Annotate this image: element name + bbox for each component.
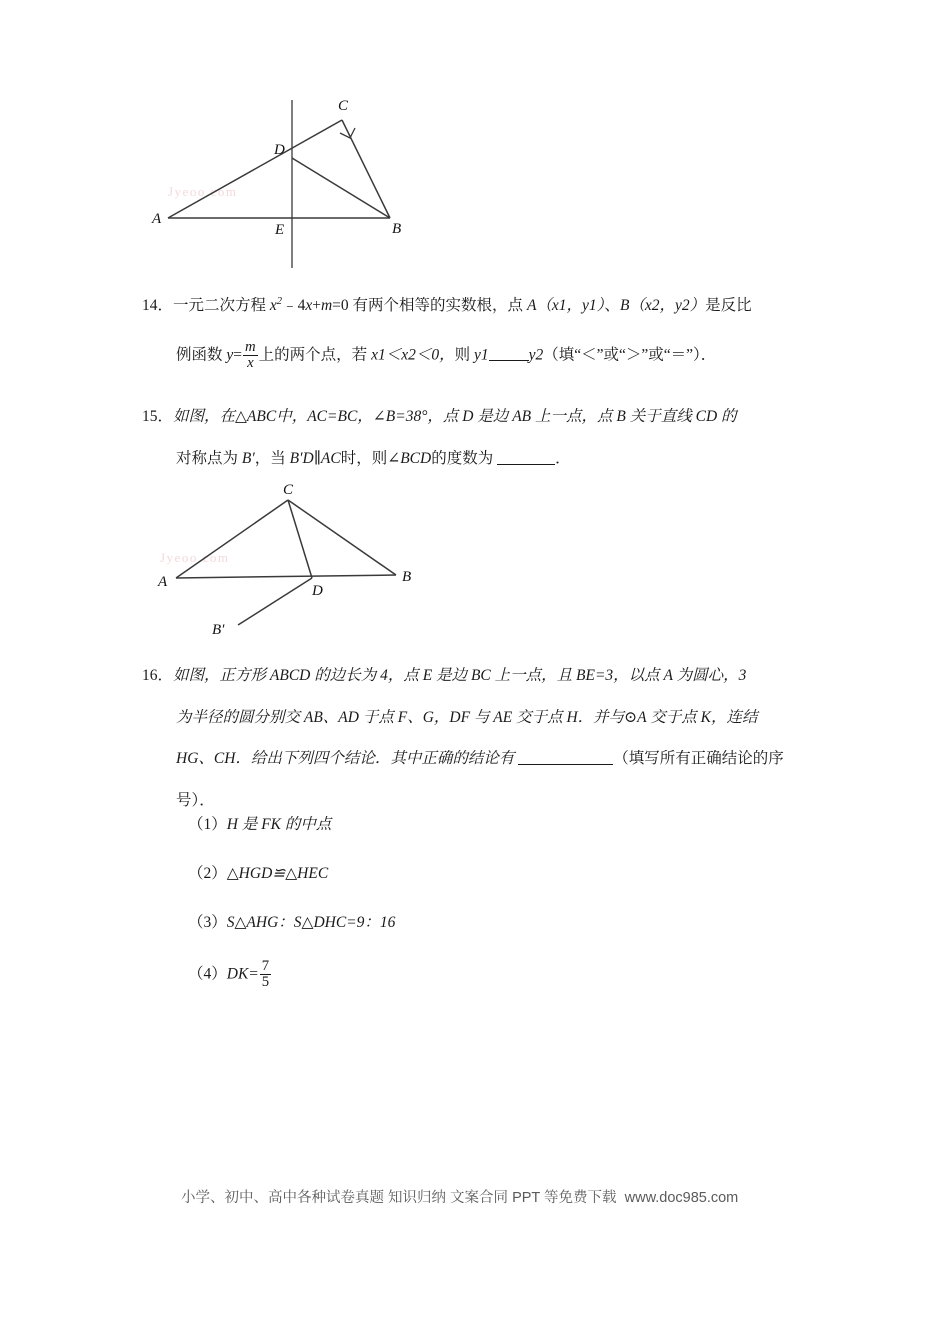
conclusion-3-text: S△AHG：S△DHC=9：16 xyxy=(226,914,396,931)
q15-answer-blank[interactable] xyxy=(497,464,555,465)
watermark-text: Jyeoo.com xyxy=(168,184,238,199)
q15-text-b: 对称点为 xyxy=(176,449,242,467)
q14-fraction-numerator: m xyxy=(245,338,256,355)
segment-ac xyxy=(168,120,342,218)
q14-fraction-m-over-x xyxy=(243,340,258,371)
question-16-line-2 xyxy=(142,710,848,726)
question-14-number: 14． xyxy=(142,297,174,315)
q15-text-a: 如图，在△ABC中，AC=BC，∠B=38°，点 D 是边 AB 上一点，点 B 关于直线 CD 的 xyxy=(173,408,737,425)
q16-answer-blank[interactable] xyxy=(518,764,613,765)
label-d-2: D xyxy=(312,583,323,599)
label-e: E xyxy=(275,222,285,238)
conclusion-2-text: △HGD≌△HEC xyxy=(226,865,329,882)
q14-point-b-args: （x2，y2） xyxy=(629,297,706,315)
segment-ac-2 xyxy=(176,500,288,578)
label-b: B xyxy=(392,221,402,237)
figure-triangle-abc-with-axis xyxy=(150,78,460,283)
label-b-prime: B′ xyxy=(212,622,225,638)
figure-1-svg xyxy=(150,78,460,283)
question-16-number: 16． xyxy=(142,667,174,684)
question-15-line-2 xyxy=(142,451,842,467)
q14-equals-zero: =0 xyxy=(332,297,349,315)
question-16-line-4 xyxy=(142,793,848,809)
q14-point-b: B xyxy=(619,297,630,315)
q14-text-f: （填“＜”或“＞”或“＝”）． xyxy=(543,346,717,364)
q16-text-b: 为半径的圆分别交 AB、AD 于点 F、G，DF 与 AE 交于点 H．并与⊙A 交于点 K，连结 xyxy=(176,708,758,726)
q14-point-a-args: （x1，y1） xyxy=(536,297,605,315)
conclusion-item-4 xyxy=(188,959,748,990)
q14-text-d: 例函数 xyxy=(176,346,227,364)
question-16-line-3 xyxy=(142,751,848,767)
label-b-2: B xyxy=(402,569,412,585)
right-angle-marker xyxy=(340,128,355,138)
q14-minus4: ﹣4 xyxy=(282,297,306,315)
q14-eq: = xyxy=(233,346,243,364)
figure-2-svg xyxy=(150,482,470,647)
question-16 xyxy=(142,668,848,808)
figure-triangle-abc-reflection xyxy=(150,482,470,647)
conclusion-4-marker: （4） xyxy=(188,965,227,983)
segment-ab-2 xyxy=(176,575,396,578)
q15-period: ． xyxy=(555,449,571,467)
question-14-line-1 xyxy=(142,297,842,314)
label-d: D xyxy=(274,142,285,158)
q14-var-x: x xyxy=(269,297,277,315)
q16-text-c: HG、CH．给出下列四个结论．其中正确的结论有 xyxy=(176,750,519,767)
conclusion-item-3 xyxy=(188,910,748,932)
q15-parallel-symbol: ∥ xyxy=(313,449,321,467)
q14-inequality: x1＜x2＜0， xyxy=(371,346,455,364)
question-16-line-1 xyxy=(142,668,848,684)
q15-bprime: B′ xyxy=(241,449,255,467)
q14-text-a: 一元二次方程 xyxy=(173,297,270,315)
conclusion-4-denominator: 5 xyxy=(261,974,270,990)
q15-ac: AC xyxy=(320,449,341,467)
q15-text-d: 时，则∠ xyxy=(340,449,401,467)
conclusion-3-marker: （3） xyxy=(188,914,227,931)
question-14 xyxy=(142,297,842,371)
footer-site-url[interactable]: www.doc985.com xyxy=(624,1190,739,1206)
segment-cd xyxy=(288,500,312,578)
q14-exponent: 2 xyxy=(276,296,283,307)
q14-y1: y1 xyxy=(473,346,489,364)
question-15 xyxy=(142,409,842,466)
conclusion-1-marker: （1） xyxy=(188,816,227,833)
conclusion-4-text: DK= xyxy=(226,965,259,983)
q14-plus: + xyxy=(312,297,321,315)
q14-text-e: 上的两个点，若 xyxy=(258,346,372,364)
q14-y2: y2 xyxy=(528,346,544,364)
q14-text-b: 有两个相等的实数根，点 xyxy=(348,297,527,315)
q14-point-a: A xyxy=(526,297,537,315)
label-c-2: C xyxy=(283,482,294,498)
q16-text-d: （填写所有正确结论的序 xyxy=(613,750,784,767)
conclusion-2-marker: （2） xyxy=(188,865,227,882)
question-14-line-2 xyxy=(142,340,842,371)
segment-cb-2 xyxy=(288,500,396,575)
conclusion-1-text: H 是 FK 的中点 xyxy=(226,816,332,833)
conclusions-list xyxy=(188,812,748,990)
q15-text-c: ，当 xyxy=(254,449,290,467)
footer xyxy=(181,1186,821,1207)
q16-text-e: 号）． xyxy=(176,791,215,809)
footer-text: 小学、初中、高中各种试卷真题 知识归纳 文案合同 PPT 等免费下载 xyxy=(181,1190,617,1206)
question-15-line-1 xyxy=(142,409,842,425)
q14-var-x2: x xyxy=(305,297,313,315)
conclusion-4-numerator: 7 xyxy=(261,958,270,974)
q14-then: 则 xyxy=(454,346,474,364)
q16-text-a: 如图，正方形 ABCD 的边长为 4，点 E 是边 BC 上一点，且 BE=3，以点 A 为圆心，3 xyxy=(173,667,747,684)
conclusion-item-2 xyxy=(188,861,748,883)
q15-bcd: BCD xyxy=(400,449,432,467)
q14-answer-blank[interactable] xyxy=(489,360,529,361)
q14-text-c: 是反比 xyxy=(705,297,752,315)
label-c: C xyxy=(338,98,349,114)
label-a: A xyxy=(152,211,162,227)
segment-d-bprime xyxy=(238,578,312,625)
q15-text-e: 的度数为 xyxy=(431,449,498,467)
q14-separator: 、 xyxy=(604,297,620,315)
conclusion-4-fraction xyxy=(260,959,271,990)
q15-bprime-d: B′D xyxy=(289,449,314,467)
conclusion-item-1 xyxy=(188,812,748,834)
q14-var-y: y xyxy=(226,346,234,364)
q14-fraction-denominator: x xyxy=(243,355,258,371)
q14-var-m: m xyxy=(320,297,333,315)
label-a-2: A xyxy=(158,574,168,590)
watermark-text-2: Jyeoo.com xyxy=(160,550,230,565)
question-15-number: 15． xyxy=(142,408,174,425)
